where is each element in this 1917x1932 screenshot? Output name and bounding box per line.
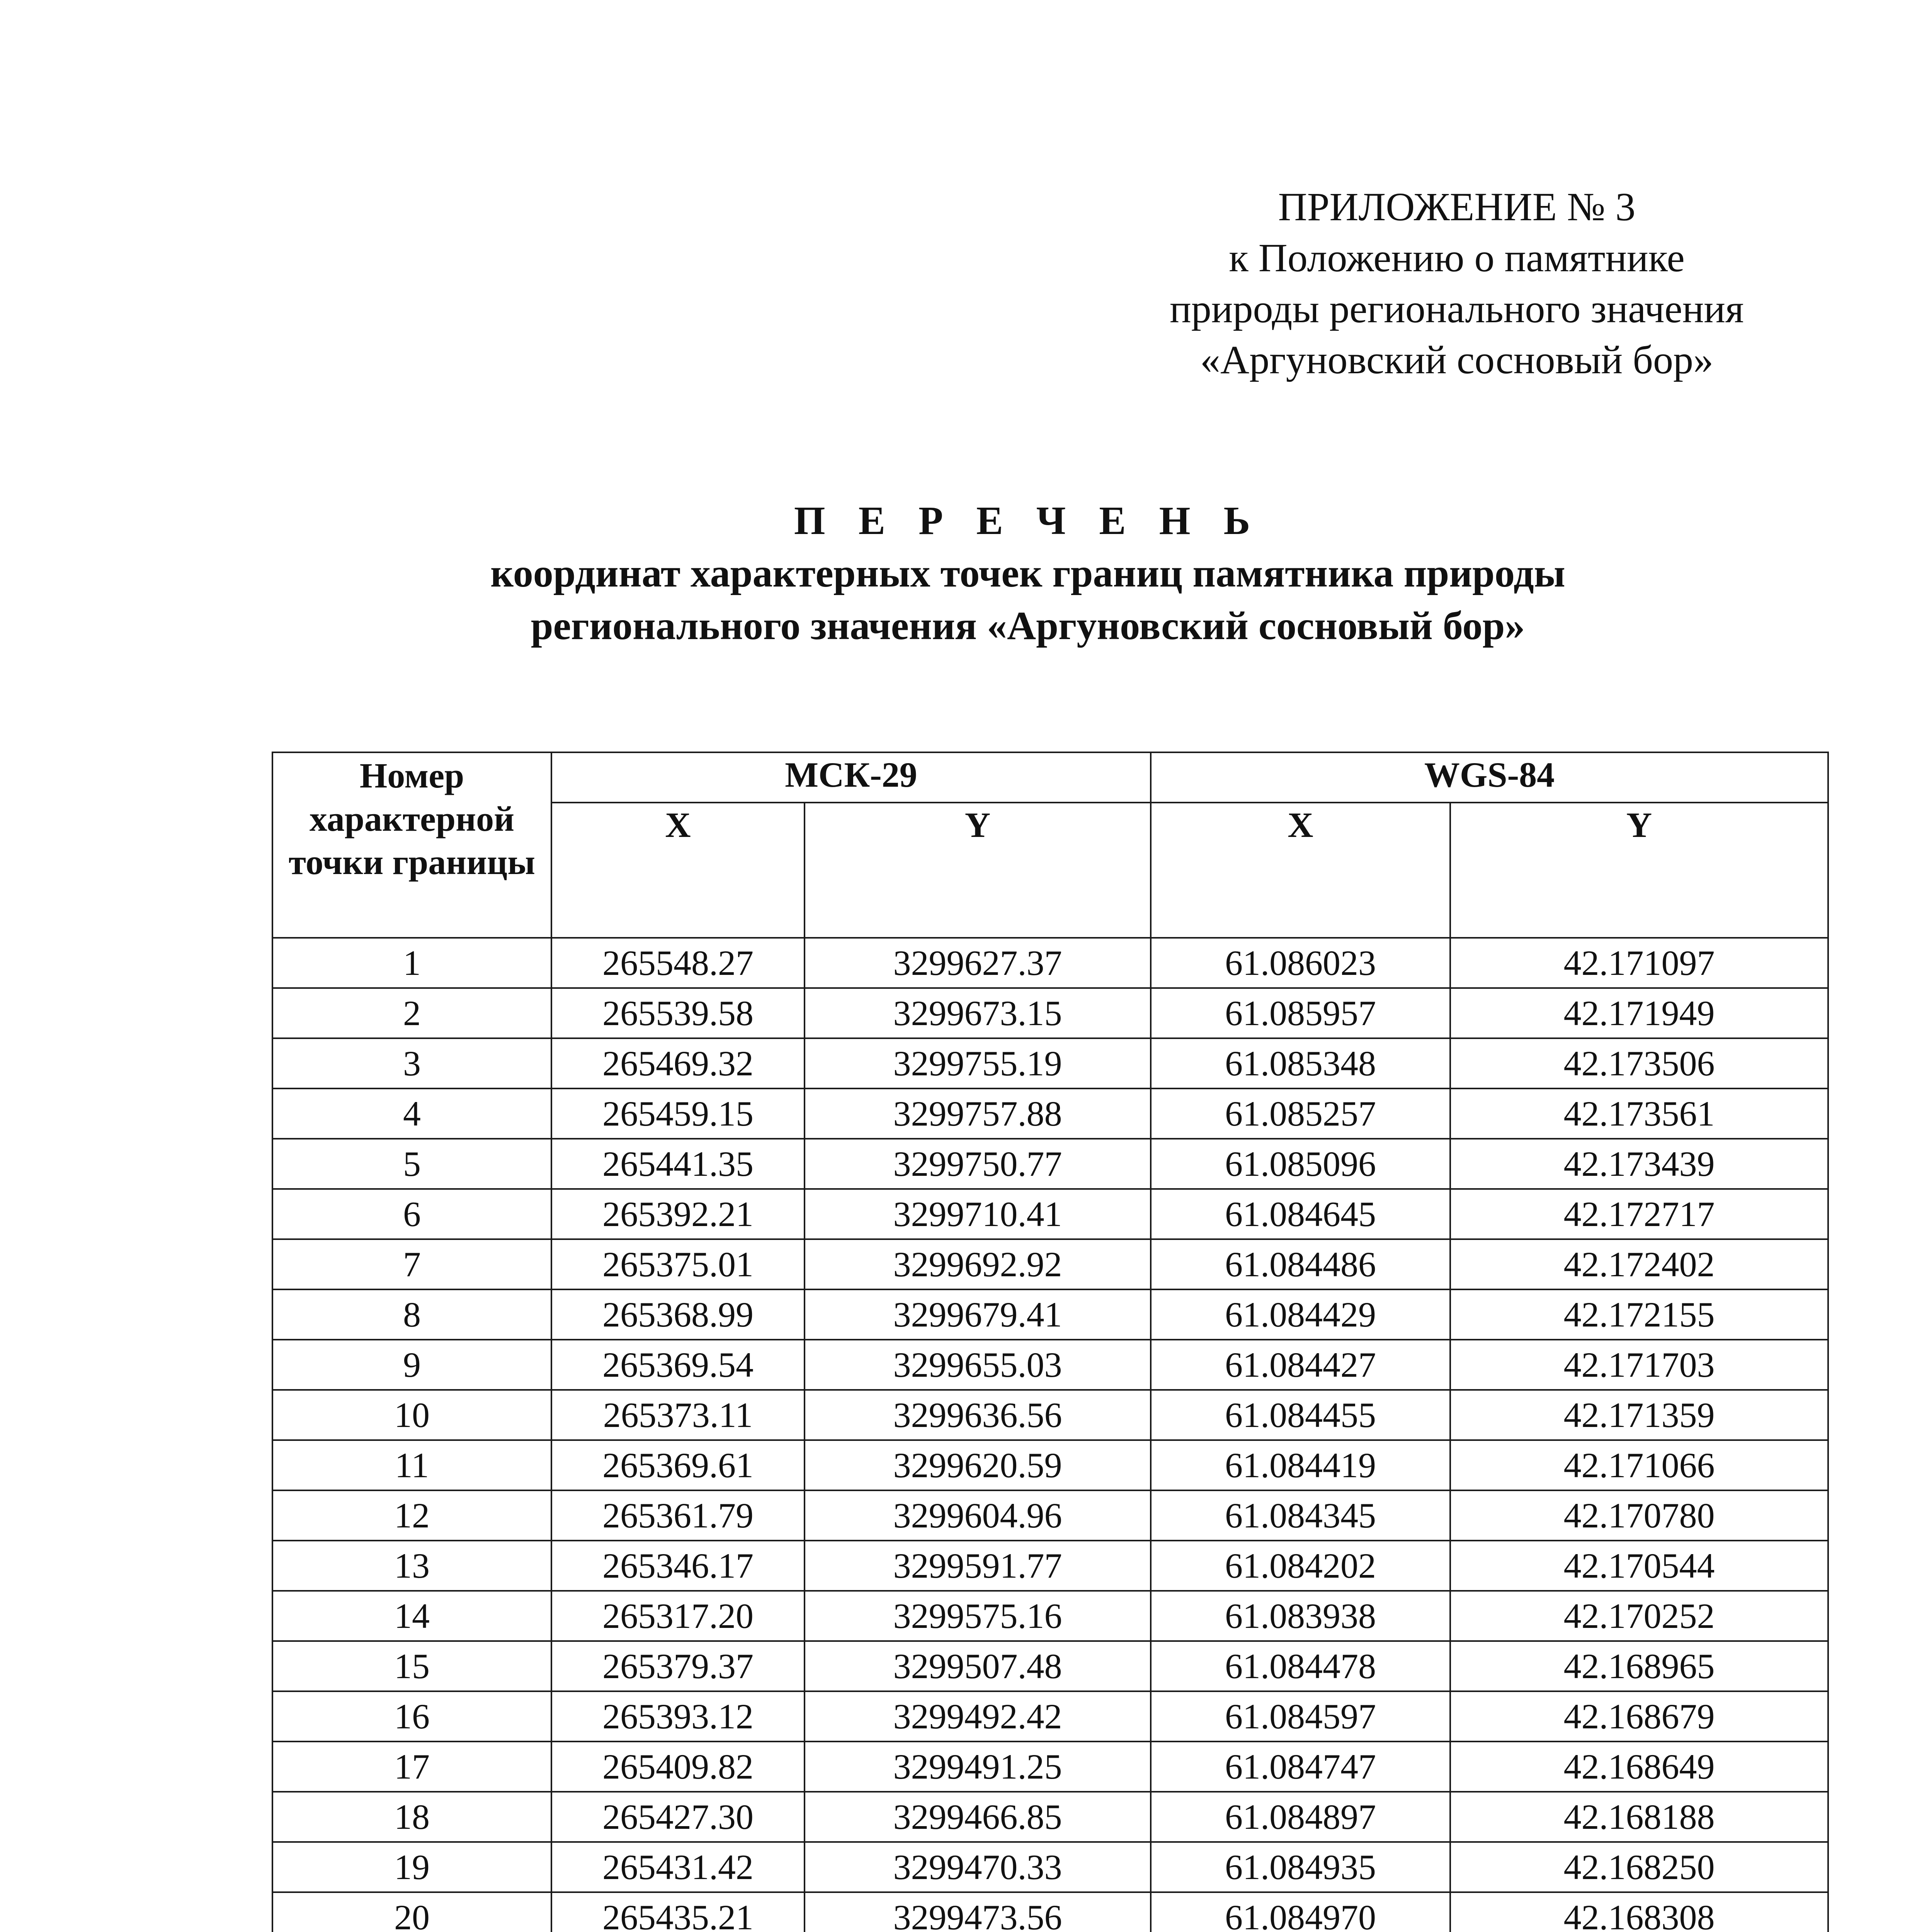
coordinates-table-body — [272, 938, 1828, 1932]
msk29-y-cell: 3299750.77 — [805, 1139, 1151, 1189]
msk29-x-cell: 265369.54 — [551, 1340, 805, 1390]
wgs84-y-cell: 42.171066 — [1450, 1440, 1828, 1490]
msk29-x-header: X — [551, 803, 805, 938]
point-number-cell: 8 — [272, 1289, 551, 1340]
wgs84-y-cell: 42.172717 — [1450, 1189, 1828, 1239]
table-row — [272, 1189, 1828, 1239]
wgs84-y-header: Y — [1450, 803, 1828, 938]
table-row — [272, 1088, 1828, 1139]
table-row — [272, 1792, 1828, 1842]
point-number-cell: 15 — [272, 1641, 551, 1691]
msk29-x-cell: 265548.27 — [551, 938, 805, 988]
point-number-cell: 17 — [272, 1742, 551, 1792]
table-row — [272, 1139, 1828, 1189]
appendix-ref-line: природы регионального значения — [1170, 287, 1744, 331]
wgs84-x-cell: 61.084202 — [1151, 1541, 1450, 1591]
wgs84-x-cell: 61.085348 — [1151, 1038, 1450, 1088]
msk29-x-cell: 265317.20 — [551, 1591, 805, 1641]
msk29-x-cell: 265431.42 — [551, 1842, 805, 1892]
wgs84-x-cell: 61.084597 — [1151, 1691, 1450, 1742]
msk29-y-cell: 3299679.41 — [805, 1289, 1151, 1340]
point-number-cell: 6 — [272, 1189, 551, 1239]
wgs84-x-cell: 61.085957 — [1151, 988, 1450, 1038]
msk29-y-cell: 3299627.37 — [805, 938, 1151, 988]
table-row — [272, 1490, 1828, 1541]
point-number-cell: 16 — [272, 1691, 551, 1742]
table-row — [272, 1641, 1828, 1691]
msk29-y-cell: 3299507.48 — [805, 1641, 1151, 1691]
msk29-x-cell: 265369.61 — [551, 1440, 805, 1490]
table-row — [272, 1038, 1828, 1088]
wgs84-x-cell: 61.084478 — [1151, 1641, 1450, 1691]
wgs84-y-cell: 42.171359 — [1450, 1390, 1828, 1440]
wgs84-x-cell: 61.084427 — [1151, 1340, 1450, 1390]
point-number-cell: 13 — [272, 1541, 551, 1591]
msk29-y-cell: 3299591.77 — [805, 1541, 1151, 1591]
msk29-x-cell: 265469.32 — [551, 1038, 805, 1088]
wgs84-x-cell: 61.084486 — [1151, 1239, 1450, 1289]
wgs84-y-cell: 42.168188 — [1450, 1792, 1828, 1842]
wgs84-x-cell: 61.084429 — [1151, 1289, 1450, 1340]
msk29-y-cell: 3299655.03 — [805, 1340, 1151, 1390]
wgs84-x-cell: 61.083938 — [1151, 1591, 1450, 1641]
msk29-y-cell: 3299604.96 — [805, 1490, 1151, 1541]
msk29-y-cell: 3299575.16 — [805, 1591, 1151, 1641]
table-row — [272, 1691, 1828, 1742]
msk29-y-cell: 3299473.56 — [805, 1892, 1151, 1932]
msk29-x-cell: 265368.99 — [551, 1289, 805, 1340]
msk29-x-cell: 265361.79 — [551, 1490, 805, 1541]
table-row — [272, 1340, 1828, 1390]
msk29-y-cell: 3299620.59 — [805, 1440, 1151, 1490]
wgs84-x-cell: 61.085257 — [1151, 1088, 1450, 1139]
appendix-ref-line: к Положению о памятнике — [1229, 236, 1685, 280]
wgs84-x-header: X — [1151, 803, 1450, 938]
msk29-y-cell: 3299491.25 — [805, 1742, 1151, 1792]
table-row — [272, 988, 1828, 1038]
point-number-cell: 4 — [272, 1088, 551, 1139]
wgs84-x-cell: 61.084935 — [1151, 1842, 1450, 1892]
appendix-number: ПРИЛОЖЕНИЕ № 3 — [1278, 185, 1636, 229]
point-number-cell: 10 — [272, 1390, 551, 1440]
wgs84-y-cell: 42.172155 — [1450, 1289, 1828, 1340]
table-row — [272, 1390, 1828, 1440]
wgs84-y-cell: 42.168308 — [1450, 1892, 1828, 1932]
wgs84-y-cell: 42.170544 — [1450, 1541, 1828, 1591]
wgs84-y-cell: 42.168965 — [1450, 1641, 1828, 1691]
wgs84-y-cell: 42.171949 — [1450, 988, 1828, 1038]
point-number-cell: 19 — [272, 1842, 551, 1892]
wgs84-x-cell: 61.085096 — [1151, 1139, 1450, 1189]
table-row — [272, 1289, 1828, 1340]
table-row — [272, 1892, 1828, 1932]
point-number-cell: 3 — [272, 1038, 551, 1088]
wgs84-x-cell: 61.084645 — [1151, 1189, 1450, 1239]
table-row — [272, 1440, 1828, 1490]
table-row — [272, 1742, 1828, 1792]
appendix-note — [1090, 182, 1824, 386]
point-number-cell: 7 — [272, 1239, 551, 1289]
msk29-y-cell: 3299492.42 — [805, 1691, 1151, 1742]
document-subtitle: регионального значения «Аргуновский сосновый бор» — [531, 604, 1525, 648]
msk29-y-cell: 3299757.88 — [805, 1088, 1151, 1139]
msk29-y-cell: 3299673.15 — [805, 988, 1151, 1038]
table-row — [272, 1591, 1828, 1641]
wgs84-y-cell: 42.173439 — [1450, 1139, 1828, 1189]
msk29-x-cell: 265393.12 — [551, 1691, 805, 1742]
document-heading — [193, 495, 1863, 652]
msk29-y-cell: 3299466.85 — [805, 1792, 1151, 1842]
wgs84-y-cell: 42.173561 — [1450, 1088, 1828, 1139]
wgs84-y-cell: 42.172402 — [1450, 1239, 1828, 1289]
wgs84-x-cell: 61.084419 — [1151, 1440, 1450, 1490]
wgs84-y-cell: 42.168679 — [1450, 1691, 1828, 1742]
msk29-y-cell: 3299636.56 — [805, 1390, 1151, 1440]
wgs84-y-cell: 42.171703 — [1450, 1340, 1828, 1390]
point-number-cell: 12 — [272, 1490, 551, 1541]
table-row — [272, 1239, 1828, 1289]
wgs84-y-cell: 42.170780 — [1450, 1490, 1828, 1541]
point-number-header: Номер характерной точки границы — [272, 752, 551, 938]
wgs84-x-cell: 61.084345 — [1151, 1490, 1450, 1541]
document-subtitle: координат характерных точек границ памятника природы — [490, 551, 1565, 595]
msk29-x-cell: 265379.37 — [551, 1641, 805, 1691]
wgs84-x-cell: 61.084747 — [1151, 1742, 1450, 1792]
point-number-cell: 5 — [272, 1139, 551, 1189]
coordinates-table — [272, 752, 1829, 1932]
msk29-header: МСК-29 — [551, 752, 1151, 803]
point-number-cell: 18 — [272, 1792, 551, 1842]
wgs84-x-cell: 61.084897 — [1151, 1792, 1450, 1842]
msk29-x-cell: 265435.21 — [551, 1892, 805, 1932]
wgs84-header: WGS-84 — [1151, 752, 1828, 803]
table-row — [272, 1541, 1828, 1591]
table-row — [272, 1842, 1828, 1892]
msk29-y-cell: 3299755.19 — [805, 1038, 1151, 1088]
msk29-x-cell: 265373.11 — [551, 1390, 805, 1440]
msk29-x-cell: 265409.82 — [551, 1742, 805, 1792]
point-number-cell: 11 — [272, 1440, 551, 1490]
point-number-cell: 9 — [272, 1340, 551, 1390]
point-number-cell: 1 — [272, 938, 551, 988]
msk29-y-cell: 3299710.41 — [805, 1189, 1151, 1239]
msk29-y-header: Y — [805, 803, 1151, 938]
point-number-cell: 2 — [272, 988, 551, 1038]
msk29-y-cell: 3299692.92 — [805, 1239, 1151, 1289]
msk29-x-cell: 265441.35 — [551, 1139, 805, 1189]
msk29-x-cell: 265392.21 — [551, 1189, 805, 1239]
msk29-x-cell: 265375.01 — [551, 1239, 805, 1289]
point-number-cell: 14 — [272, 1591, 551, 1641]
appendix-ref-line: «Аргуновский сосновый бор» — [1200, 338, 1714, 382]
wgs84-y-cell: 42.168649 — [1450, 1742, 1828, 1792]
msk29-x-cell: 265539.58 — [551, 988, 805, 1038]
point-number-cell: 20 — [272, 1892, 551, 1932]
table-row — [272, 938, 1828, 988]
document-title: П Е Р Е Ч Е Н Ь — [794, 498, 1262, 543]
wgs84-x-cell: 61.084970 — [1151, 1892, 1450, 1932]
wgs84-y-cell: 42.168250 — [1450, 1842, 1828, 1892]
wgs84-y-cell: 42.173506 — [1450, 1038, 1828, 1088]
msk29-y-cell: 3299470.33 — [805, 1842, 1151, 1892]
wgs84-x-cell: 61.086023 — [1151, 938, 1450, 988]
msk29-x-cell: 265346.17 — [551, 1541, 805, 1591]
wgs84-y-cell: 42.170252 — [1450, 1591, 1828, 1641]
wgs84-y-cell: 42.171097 — [1450, 938, 1828, 988]
msk29-x-cell: 265459.15 — [551, 1088, 805, 1139]
wgs84-x-cell: 61.084455 — [1151, 1390, 1450, 1440]
msk29-x-cell: 265427.30 — [551, 1792, 805, 1842]
